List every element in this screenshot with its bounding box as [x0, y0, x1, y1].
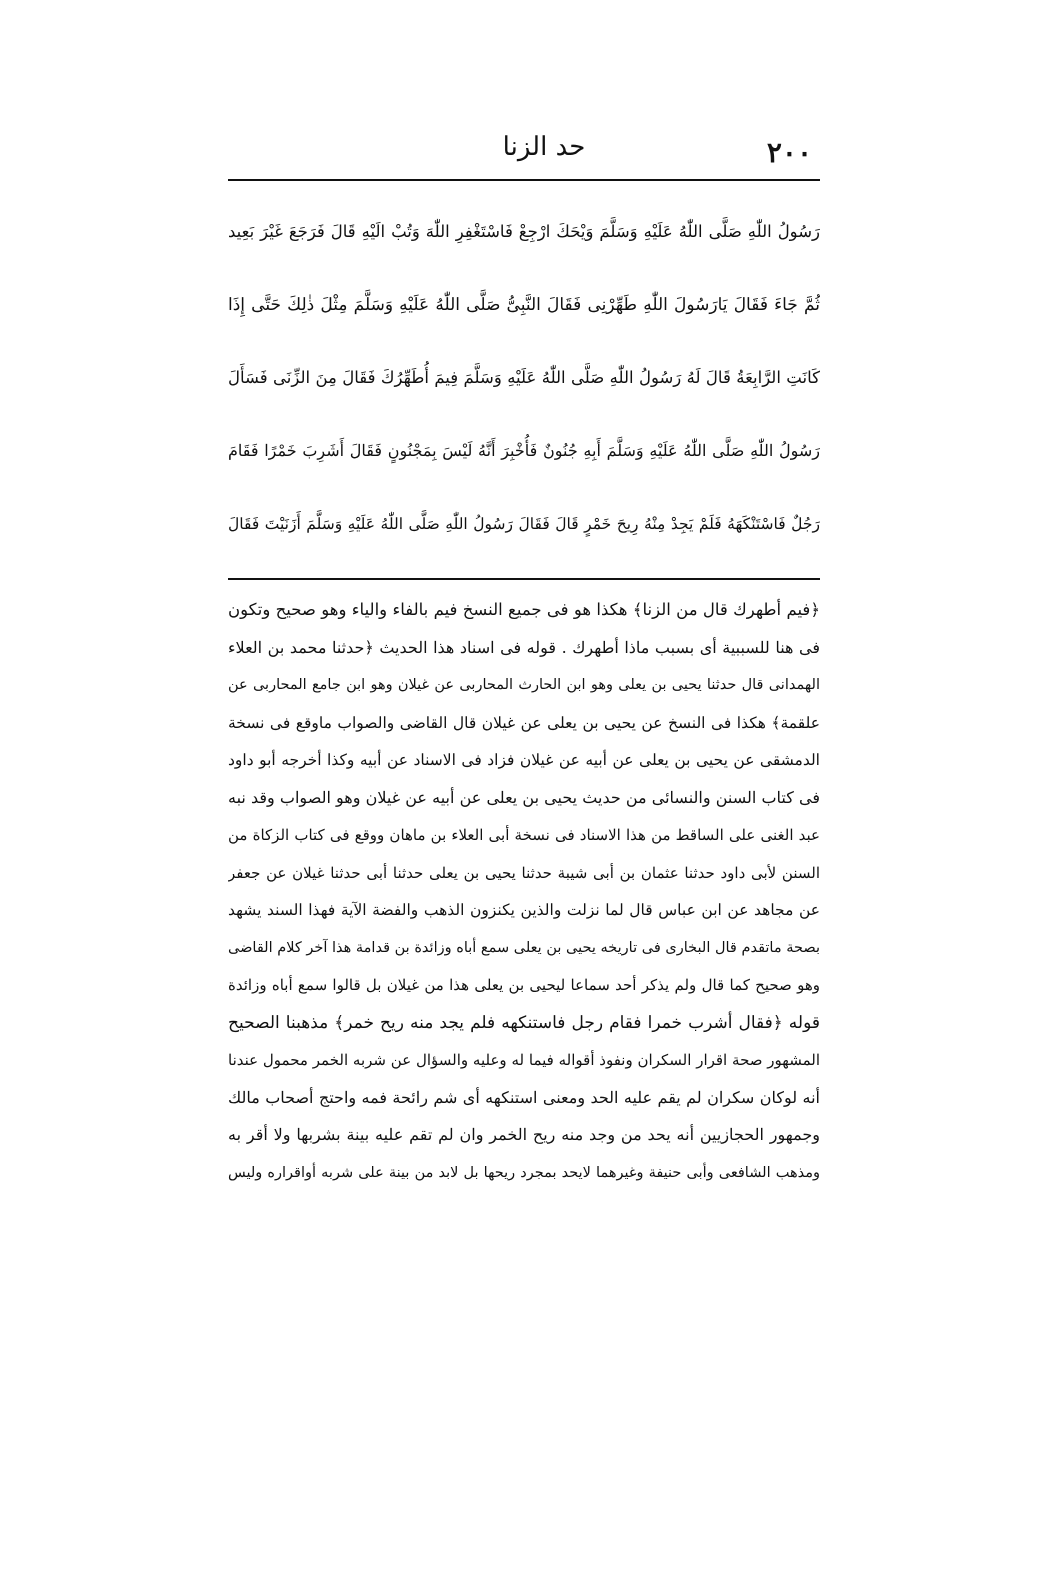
- main-text-line: ثُمَّ جَاءَ فَقَالَ يَارَسُولَ اللّٰهِ طَهِّرْنِى فَقَالَ النَّبِىُّ صَلَّى اللّٰهُ عَلَيْهِ وَسَلَّمَ مِثْلَ ذٰلِكَ حَتَّى إِذَا: [228, 295, 820, 315]
- main-text-line: رَجُلٌ فَاسْتَنْكَهَهُ فَلَمْ يَجِدْ مِنْهُ رِيحَ خَمْرٍ قَالَ فَقَالَ رَسُولُ اللّٰهِ صَلَّى اللّٰهُ عَلَيْهِ وَسَلَّمَ أَزَنَيْتَ فَقَالَ: [228, 515, 820, 533]
- main-text-line: كَانَتِ الرَّابِعَةُ قَالَ لَهُ رَسُولُ اللّٰهِ صَلَّى اللّٰهُ عَلَيْهِ وَسَلَّمَ فِيمَ أُطَهِّرُكَ فَقَالَ مِنَ الزِّنَى فَسَأَلَ: [228, 368, 820, 387]
- header-rule: [228, 179, 820, 181]
- commentary-line: وهو صحيح كما قال ولم يذكر أحد سماعا ليحيى بن يعلى هذا من غيلان بل قالوا سمع أباه وزائدة: [228, 976, 820, 994]
- commentary-line: بصحة ماتقدم قال البخارى فى تاريخه يحيى بن يعلى سمع أباه وزائدة بن قدامة هذا آخر كلام القاضى: [228, 939, 820, 956]
- main-text-line: رَسُولُ اللّٰهِ صَلَّى اللّٰهُ عَلَيْهِ وَسَلَّمَ أَبِهِ جُنُونٌ فَأُخْبِرَ أَنَّهُ لَيْسَ بِمَجْنُونٍ فَقَالَ أَشَرِبَ خَمْرًا فَقَامَ: [228, 441, 820, 460]
- commentary-line: قوله ﴿فقال أشرب خمرا فقام رجل فاستنكهه فلم يجد منه ريح خمر﴾ مذهبنا الصحيح: [228, 1012, 820, 1033]
- commentary-line: فى هنا للسببية أى بسبب ماذا أطهرك . قوله فى اسناد هذا الحديث ﴿حدثنا محمد بن العلاء: [228, 637, 820, 657]
- commentary-separator-rule: [228, 578, 820, 580]
- page-header: [228, 128, 820, 176]
- commentary-line: علقمة﴾ هكذا فى النسخ عن يحيى بن يعلى عن غيلان قال القاضى والصواب ماوقع فى نسخة: [228, 713, 820, 732]
- hadith-main-text: [228, 196, 820, 561]
- commentary-line: أنه لوكان سكران لم يقم عليه الحد ومعنى استنكهه أى شم رائحة فمه واحتج أصحاب مالك: [228, 1087, 820, 1107]
- commentary-text: [228, 592, 820, 1192]
- commentary-line: ومذهب الشافعى وأبى حنيفة وغيرهما لايحد بمجرد ريحها بل لابد من بينة على شربه أواقراره وليس: [228, 1164, 820, 1181]
- commentary-line: الدمشقى عن يحيى بن يعلى عن أبيه عن غيلان فزاد فى الاسناد عن أبيه وكذا أخرجه أبو داود: [228, 751, 820, 769]
- commentary-line: فى كتاب السنن والنسائى من حديث يحيى بن يعلى عن أبيه عن غيلان وهو الصواب وقد نبه: [228, 787, 820, 807]
- commentary-line: الهمدانى قال حدثنا يحيى بن يعلى وهو ابن الحارث المحاربى عن غيلان وهو ابن جامع المحاربى عن: [228, 677, 820, 693]
- main-text-line: رَسُولُ اللّٰهِ صَلَّى اللّٰهُ عَلَيْهِ وَسَلَّمَ وَيْحَكَ ارْجِعْ فَاسْتَغْفِرِ اللّٰهَ وَتُبْ الَيْهِ قَالَ فَرَجَعَ غَيْرَ بَعِيد: [228, 222, 820, 241]
- commentary-line: وجمهور الحجازيين أنه يحد من وجد منه ريح الخمر وان لم تقم عليه بينة بشربها ولا أقر به: [228, 1125, 820, 1144]
- commentary-line: المشهور صحة اقرار السكران ونفوذ أقواله فيما له وعليه والسؤال عن شربه الخمر محمول عندنا: [228, 1051, 820, 1069]
- commentary-line: السنن لأبى داود حدثنا عثمان بن أبى شيبة حدثنا يحيى بن يعلى حدثنا أبى حدثنا غيلان عن جعفر: [228, 863, 820, 882]
- commentary-line: عبد الغنى على الساقط من هذا الاسناد فى نسخة أبى العلاء بن ماهان ووقع فى كتاب الزكاة من: [228, 826, 820, 844]
- running-title: حد الزنا: [502, 132, 586, 162]
- page-number: ٢٠٠: [766, 136, 812, 169]
- commentary-line: ﴿فيم أطهرك قال من الزنا﴾ هكذا هو فى جميع النسخ فيم بالفاء والياء وهو صحيح وتكون: [228, 600, 820, 619]
- commentary-line: عن مجاهد عن ابن عباس قال لما نزلت والذين يكنزون الذهب والفضة الآية فهذا السند يشهد: [228, 901, 820, 919]
